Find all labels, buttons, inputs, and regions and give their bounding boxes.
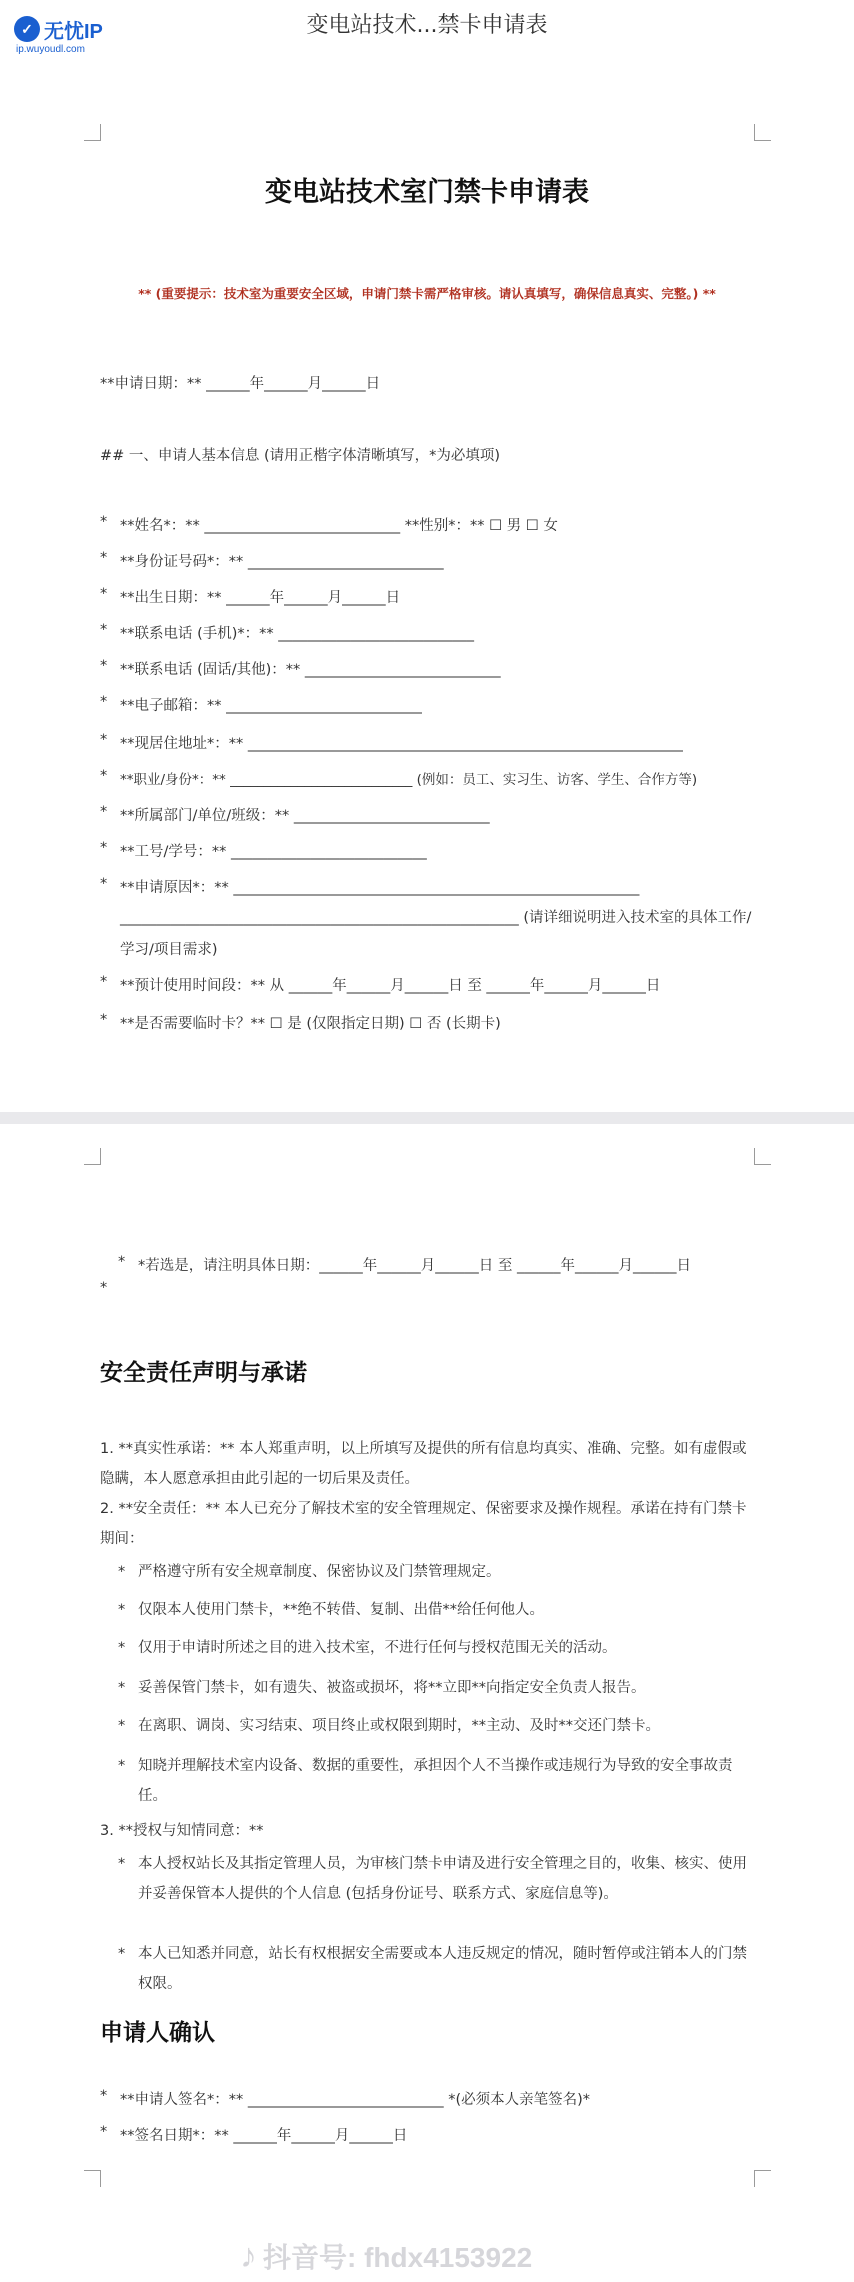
document-page-2: [0, 1124, 854, 2282]
field-email[interactable]: **电子邮箱：** ___________________________: [120, 698, 422, 714]
sub-item: 本人授权站长及其指定管理人员，为审核门禁卡申请及进行安全管理之目的，收集、核实、使用并妥善保管本人提供的个人信息 (包括身份证号、联系方式、家庭信息等)。: [138, 1856, 747, 1902]
field-reason[interactable]: **申请原因*：** ________________________________________________________: [120, 880, 640, 896]
field-occupation[interactable]: **职业/身份*：** ___________________________ (例如：员工、实习生、访客、学生、合作方等): [120, 772, 698, 788]
margin-corner: [84, 124, 101, 141]
bullet: *: [100, 732, 108, 748]
bullet: *: [100, 974, 108, 990]
margin-corner: [754, 124, 771, 141]
document-page-1: [0, 62, 854, 1112]
field-employee-id[interactable]: **工号/学号：** ___________________________: [120, 844, 427, 860]
bullet: *: [118, 1946, 126, 1962]
section-heading-basic-info: ## 一、申请人基本信息 (请用正楷字体清晰填写，*为必填项): [100, 448, 501, 464]
bullet: *: [118, 1564, 126, 1580]
field-address[interactable]: **现居住地址*：** ____________________________________________________________: [120, 736, 683, 752]
item-security-responsibility: 2. **安全责任：** 本人已充分了解技术室的安全管理规定、保密要求及操作规程。承诺在持有门禁卡期间：: [100, 1501, 747, 1547]
bullet: *: [100, 840, 108, 856]
field-id-number[interactable]: **身份证号码*：** ___________________________: [120, 554, 444, 570]
field-usage-period[interactable]: **预计使用时间段：** 从 ______年______月______日 至 ______年______月______日: [120, 978, 661, 994]
field-department[interactable]: **所属部门/单位/班级：** ___________________________: [120, 808, 490, 824]
item-authorization: 3. **授权与知情同意：**: [100, 1823, 264, 1839]
bullet: *: [118, 1718, 126, 1734]
tiktok-watermark: [240, 2236, 532, 2276]
form-title: 变电站技术室门禁卡申请表: [265, 177, 589, 208]
stray-asterisk: *: [100, 1280, 108, 1296]
document-title: 变电站技术...禁卡申请表: [306, 13, 548, 38]
important-notice: ** (重要提示：技术室为重要安全区域，申请门禁卡需严格审核。请认真填写，确保信息真实、完整。) **: [138, 286, 716, 301]
apply-date: **申请日期：** ______年______月______日: [100, 376, 381, 392]
sub-item: 严格遵守所有安全规章制度、保密协议及门禁管理规定。: [138, 1564, 501, 1580]
sub-item: 本人已知悉并同意，站长有权根据安全需要或本人违反规定的情况，随时暂停或注销本人的门禁权限。: [138, 1946, 747, 1992]
bullet: *: [100, 2088, 108, 2104]
logo-icon: ✓: [14, 16, 40, 42]
bullet: *: [100, 586, 108, 602]
margin-corner: [754, 2170, 771, 2187]
bullet: *: [100, 658, 108, 674]
margin-corner: [754, 1148, 771, 1165]
bullet: *: [100, 876, 108, 892]
field-mobile-phone[interactable]: **联系电话 (手机)*：** ___________________________: [120, 626, 475, 642]
bullet: *: [100, 550, 108, 566]
bullet: *: [100, 804, 108, 820]
sub-item: 仅限本人使用门禁卡，**绝不转借、复制、出借**给任何他人。: [138, 1602, 544, 1618]
bullet: *: [118, 1640, 126, 1656]
section-heading-security: 安全责任声明与承诺: [100, 1360, 307, 1386]
field-name-gender[interactable]: **姓名*：** ___________________________ **性别*：** ☐ 男 ☐ 女: [120, 518, 558, 534]
sub-item: 妥善保管门禁卡，如有遗失、被盗或损坏，将**立即**向指定安全负责人报告。: [138, 1680, 646, 1696]
field-other-phone[interactable]: **联系电话 (固话/其他)：** ___________________________: [120, 662, 501, 678]
bullet: *: [118, 1856, 126, 1872]
bullet: *: [118, 1758, 126, 1774]
logo-url: ip.wuyoudl.com: [16, 44, 85, 55]
field-temp-card[interactable]: **是否需要临时卡？** ☐ 是 (仅限指定日期) ☐ 否 (长期卡): [120, 1016, 501, 1032]
sub-item: 在离职、调岗、实习结束、项目终止或权限到期时，**主动、及时**交还门禁卡。: [138, 1718, 660, 1734]
sub-item: 仅用于申请时所述之目的进入技术室，不进行任何与授权范围无关的活动。: [138, 1640, 617, 1656]
bullet: *: [100, 694, 108, 710]
sub-item: 知晓并理解技术室内设备、数据的重要性，承担因个人不当操作或违规行为导致的安全事故责任。: [138, 1758, 733, 1804]
item-truthfulness: 1. **真实性承诺：** 本人郑重声明，以上所填写及提供的所有信息均真实、准确、完整。如有虚假或隐瞒，本人愿意承担由此引起的一切后果及责任。: [100, 1441, 747, 1487]
logo-brand: 无忧IP: [44, 20, 103, 43]
field-temp-dates[interactable]: *若选是，请注明具体日期：______年______月______日 至 ______年______月______日: [138, 1258, 691, 1274]
music-note-icon: ♪: [240, 2236, 257, 2275]
margin-corner: [84, 1148, 101, 1165]
field-reason-continued[interactable]: _______________________________________________________ (请详细说明进入技术室的具体工作/学习/项目需求): [120, 910, 752, 958]
bullet: *: [100, 768, 108, 784]
margin-corner: [84, 2170, 101, 2187]
field-sign-date[interactable]: **签名日期*：** ______年______月______日: [120, 2128, 408, 2144]
bullet: *: [118, 1602, 126, 1618]
bullet: *: [118, 1254, 126, 1270]
bullet: *: [118, 1680, 126, 1696]
watermark-text: 抖音号: fhdx4153922: [263, 2242, 533, 2273]
bullet: *: [100, 622, 108, 638]
bullet: *: [100, 1012, 108, 1028]
field-birth-date[interactable]: **出生日期：** ______年______月______日: [120, 590, 401, 606]
field-signature[interactable]: **申请人签名*：** ___________________________ *(必须本人亲笔签名)*: [120, 2092, 591, 2108]
bullet: *: [100, 514, 108, 530]
bullet: *: [100, 2124, 108, 2140]
section-heading-confirm: 申请人确认: [100, 2020, 215, 2046]
top-bar: [0, 0, 854, 62]
